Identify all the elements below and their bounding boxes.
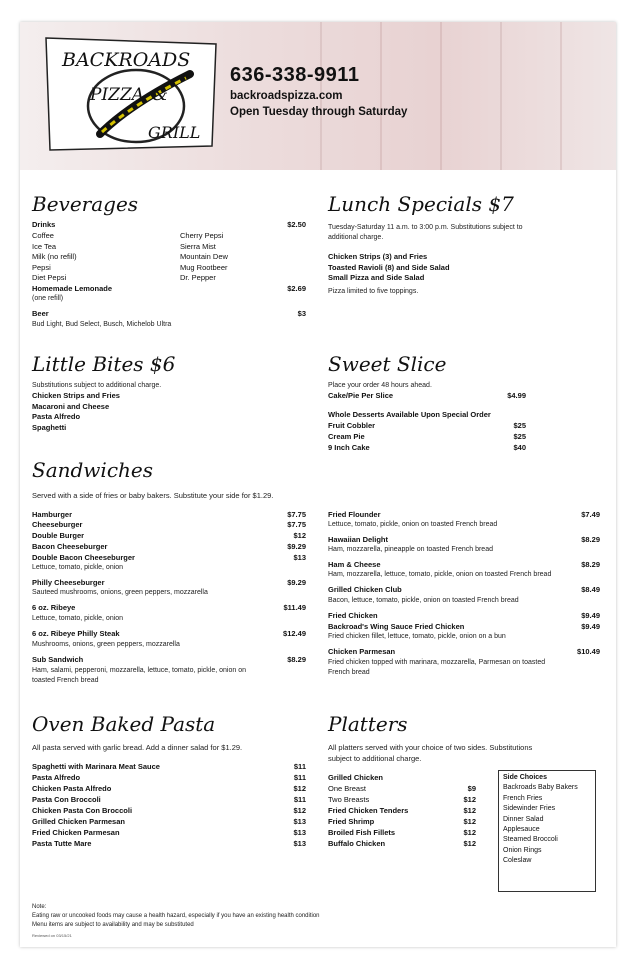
- whole-desserts: Whole Desserts Available Upon Special Order: [328, 410, 491, 419]
- pasta-name: Pasta Tutte Mare: [32, 839, 92, 848]
- pasta-price: $13: [293, 828, 306, 837]
- sandwiches-title: Sandwiches: [32, 458, 154, 482]
- platters-title: Platters: [328, 712, 408, 736]
- side-choice: Onion Rings: [503, 846, 542, 854]
- beverages-col2: [180, 231, 228, 284]
- sandwich-name: Double Bacon Cheeseburger: [32, 553, 135, 562]
- sandwich-price: $12: [293, 531, 306, 540]
- side-choice: Coleslaw: [503, 857, 532, 865]
- menu-page: [20, 22, 616, 947]
- sandwich-price: $7.49: [581, 510, 600, 519]
- sandwich-price: $8.29: [581, 535, 600, 544]
- sandwich-desc: Lettuce, tomato, pickle, onion: [32, 615, 124, 622]
- platter-name: Fried Shrimp: [328, 817, 375, 826]
- sandwich-desc: Sauteed mushrooms, onions, green peppers, mozzarella: [32, 589, 208, 596]
- dessert-price: $25: [513, 432, 526, 441]
- beer-price: $3: [297, 309, 306, 318]
- platter-name: Buffalo Chicken: [328, 839, 386, 848]
- sandwich-desc: Mushrooms, onions, green peppers, mozzarella: [32, 641, 180, 648]
- sandwich-name: 6 oz. Ribeye Philly Steak: [32, 629, 120, 638]
- lunch-note: Pizza limited to five toppings.: [328, 288, 419, 295]
- little-bite-item: Macaroni and Cheese: [32, 401, 110, 411]
- pasta-desc: All pasta served with garlic bread. Add a dinner salad for $1.29.: [32, 743, 243, 752]
- beverages-title: Beverages: [32, 192, 139, 216]
- lemonade-note: (one refill): [32, 295, 64, 302]
- lunch-title: Lunch Specials $7: [328, 192, 514, 216]
- platter-name: Broiled Fish Fillets: [328, 828, 396, 837]
- drinks-label: Drinks: [32, 220, 56, 229]
- pasta-price: $11: [293, 773, 306, 782]
- sandwich-desc: Ham, mozzarella, pineapple on toasted French bread: [328, 546, 493, 553]
- platter-name: Grilled Chicken: [328, 773, 384, 782]
- platter-price: $12: [463, 806, 476, 815]
- pasta-title: Oven Baked Pasta: [32, 712, 216, 736]
- dessert-name: Cream Pie: [328, 432, 365, 441]
- footer-note-line: Eating raw or uncooked foods may cause a health hazard, especially if you have an existing health condition: [32, 913, 320, 919]
- dessert-name: 9 Inch Cake: [328, 443, 370, 452]
- sandwich-price: $8.29: [581, 560, 600, 569]
- sandwich-name: Grilled Chicken Club: [328, 585, 402, 594]
- lunch-desc-2: additional charge.: [328, 234, 384, 241]
- platter-price: $9: [467, 784, 476, 793]
- background-beam: [560, 22, 562, 170]
- pasta-name: Pasta Alfredo: [32, 773, 81, 782]
- restaurant-logo: [40, 34, 220, 154]
- sandwich-price: $12.49: [283, 629, 306, 638]
- sandwich-desc: Ham, salami, pepperoni, mozzarella, lettuce, tomato, pickle, onion on: [32, 667, 246, 674]
- drink-item: Ice Tea: [32, 241, 57, 251]
- sandwich-price: $13: [293, 553, 306, 562]
- sandwich-name: Chicken Parmesan: [328, 647, 396, 656]
- sandwich-desc: Fried chicken fillet, lettuce, tomato, pickle, onion on a bun: [328, 633, 506, 640]
- little-bite-item: Pasta Alfredo: [32, 412, 81, 421]
- drink-item: Pepsi: [32, 262, 51, 272]
- platter-price: $12: [463, 839, 476, 848]
- drink-item: Cherry Pepsi: [180, 231, 224, 240]
- lunch-items: [328, 252, 450, 284]
- footer-note-label: Note:: [32, 904, 47, 910]
- sandwich-price: $7.75: [287, 520, 306, 529]
- sandwich-price: $9.29: [287, 578, 306, 587]
- side-choices-box: [498, 770, 596, 892]
- side-choice: Sidewinder Fries: [503, 805, 556, 813]
- drink-item: Coffee: [32, 231, 54, 240]
- sandwich-price: $9.29: [287, 542, 306, 551]
- hours-text: Open Tuesday through Saturday: [230, 106, 408, 118]
- pasta-name: Pasta Con Broccoli: [32, 795, 101, 804]
- pasta-name: Spaghetti with Marinara Meat Sauce: [32, 762, 160, 771]
- dessert-name: Fruit Cobbler: [328, 421, 376, 430]
- sandwich-price: $10.49: [577, 647, 600, 656]
- drink-item: Diet Pepsi: [32, 273, 67, 282]
- platter-price: $12: [463, 795, 476, 804]
- dessert-price: $25: [513, 421, 526, 430]
- little-bites-desc: Substitutions subject to additional charge.: [32, 382, 162, 389]
- logo-amp-text: &: [152, 84, 169, 105]
- little-bite-item: Spaghetti: [32, 422, 67, 432]
- footer-note-line: Menu items are subject to availability and may be substituted: [32, 922, 194, 928]
- logo-mid-text: PIZZA: [90, 85, 145, 105]
- dessert-price: $40: [513, 443, 526, 452]
- sandwich-name: Ham & Cheese: [328, 560, 381, 569]
- lunch-item: Chicken Strips (3) and Fries: [328, 252, 428, 261]
- sandwich-name: Fried Chicken: [328, 611, 378, 620]
- beverages-col1: [32, 231, 77, 284]
- sweet-desc: Place your order 48 hours ahead.: [328, 382, 432, 389]
- sandwich-desc: Bacon, lettuce, tomato, pickle, onion on toasted French bread: [328, 597, 519, 604]
- sandwiches-desc: Served with a side of fries or baby bakers. Substitute your side for $1.29.: [32, 491, 274, 500]
- little-bites-items: [32, 391, 120, 433]
- sweet-slice-title: Sweet Slice: [328, 352, 447, 376]
- platter-price: $12: [463, 817, 476, 826]
- beer-label: Beer: [32, 309, 49, 318]
- sandwich-name: 6 oz. Ribeye: [32, 603, 76, 612]
- background-beam: [440, 22, 442, 170]
- drink-item: Milk (no refill): [32, 252, 77, 261]
- platter-name: Two Breasts: [328, 795, 370, 804]
- drink-item: Mountain Dew: [180, 252, 228, 261]
- pasta-price: $13: [293, 839, 306, 848]
- platters-desc-2: subject to additional charge.: [328, 754, 422, 763]
- sandwich-price: $7.75: [287, 510, 306, 519]
- sandwich-name: Philly Cheeseburger: [32, 578, 105, 587]
- lemonade-label: Homemade Lemonade: [32, 284, 113, 293]
- sandwich-desc: Ham, mozzarella, lettuce, tomato, pickle, onion on toasted French bread: [328, 571, 552, 578]
- platters-desc-1: All platters served with your choice of two sides. Substitutions: [328, 743, 533, 752]
- sandwich-name: Bacon Cheeseburger: [32, 542, 108, 551]
- sandwich-price: $9.49: [581, 622, 600, 631]
- sandwich-name: Double Burger: [32, 531, 85, 540]
- side-choice: Dinner Salad: [503, 815, 544, 823]
- sandwich-name: Hawaiian Delight: [328, 535, 389, 544]
- lunch-desc-1: Tuesday-Saturday 11 a.m. to 3:00 p.m. Substitutions subject to: [328, 224, 523, 231]
- sandwich-name: Sub Sandwich: [32, 655, 84, 664]
- drink-item: Mug Rootbeer: [180, 262, 228, 272]
- drink-item: Dr. Pepper: [180, 273, 216, 282]
- footer-review-date: Reviewed on 03/15/21: [32, 933, 72, 938]
- side-choice: Applesauce: [503, 826, 540, 834]
- sandwich-desc: Fried chicken topped with marinara, mozzarella, Parmesan on toasted: [328, 659, 546, 666]
- pasta-name: Chicken Pasta Alfredo: [32, 784, 112, 793]
- pasta-price: $11: [293, 795, 306, 804]
- sandwich-price: $8.29: [287, 655, 306, 664]
- pasta-price: $12: [293, 784, 306, 793]
- pasta-price: $11: [293, 762, 306, 771]
- side-choice: Steamed Broccoli: [503, 836, 558, 844]
- platter-name: One Breast: [328, 784, 366, 793]
- lemonade-price: $2.69: [287, 284, 306, 293]
- slice-price: $4.99: [507, 391, 526, 400]
- pasta-price: $12: [293, 806, 306, 815]
- sandwich-price: $8.49: [581, 585, 600, 594]
- platter-price: $12: [463, 828, 476, 837]
- little-bite-item: Chicken Strips and Fries: [32, 391, 120, 400]
- sandwich-price: $11.49: [283, 603, 306, 612]
- side-choice: Backroads Baby Bakers: [503, 784, 578, 792]
- slice-label: Cake/Pie Per Slice: [328, 391, 394, 400]
- sandwich-desc: toasted French bread: [32, 677, 99, 684]
- beer-list: Bud Light, Bud Select, Busch, Michelob Ultra: [32, 321, 172, 328]
- pasta-name: Chicken Pasta Con Broccoli: [32, 806, 133, 815]
- side-choices-title: Side Choices: [503, 774, 547, 781]
- side-choice: French Fries: [503, 794, 543, 802]
- background-beam: [500, 22, 502, 170]
- phone-number: 636-338-9911: [230, 64, 360, 86]
- sandwich-name: Hamburger: [32, 510, 73, 519]
- sandwich-price: $9.49: [581, 611, 600, 620]
- lunch-item: Toasted Ravioli (8) and Side Salad: [328, 262, 450, 272]
- sandwich-name: Cheeseburger: [32, 520, 83, 529]
- pasta-price: $13: [293, 817, 306, 826]
- lunch-item: Small Pizza and Side Salad: [328, 273, 425, 282]
- pasta-name: Fried Chicken Parmesan: [32, 828, 120, 837]
- platter-name: Fried Chicken Tenders: [328, 806, 409, 815]
- sandwich-name: Backroad's Wing Sauce Fried Chicken: [328, 622, 465, 631]
- sandwich-desc: French bread: [328, 669, 370, 676]
- logo-bottom-text: GRILL: [148, 123, 201, 142]
- website-text: backroadspizza.com: [230, 90, 343, 102]
- drinks-price: $2.50: [287, 220, 306, 229]
- little-bites-title: Little Bites $6: [32, 352, 176, 376]
- pasta-name: Grilled Chicken Parmesan: [32, 817, 125, 826]
- menu-header: [20, 22, 616, 170]
- background-beam: [380, 22, 382, 170]
- burger-note: Lettuce, tomato, pickle, onion: [32, 564, 124, 571]
- sandwich-name: Fried Flounder: [328, 510, 381, 519]
- logo-top-text: BACKROADS: [62, 49, 191, 71]
- drink-item: Sierra Mist: [180, 241, 216, 251]
- sandwich-desc: Lettuce, tomato, pickle, onion on toasted French bread: [328, 521, 498, 528]
